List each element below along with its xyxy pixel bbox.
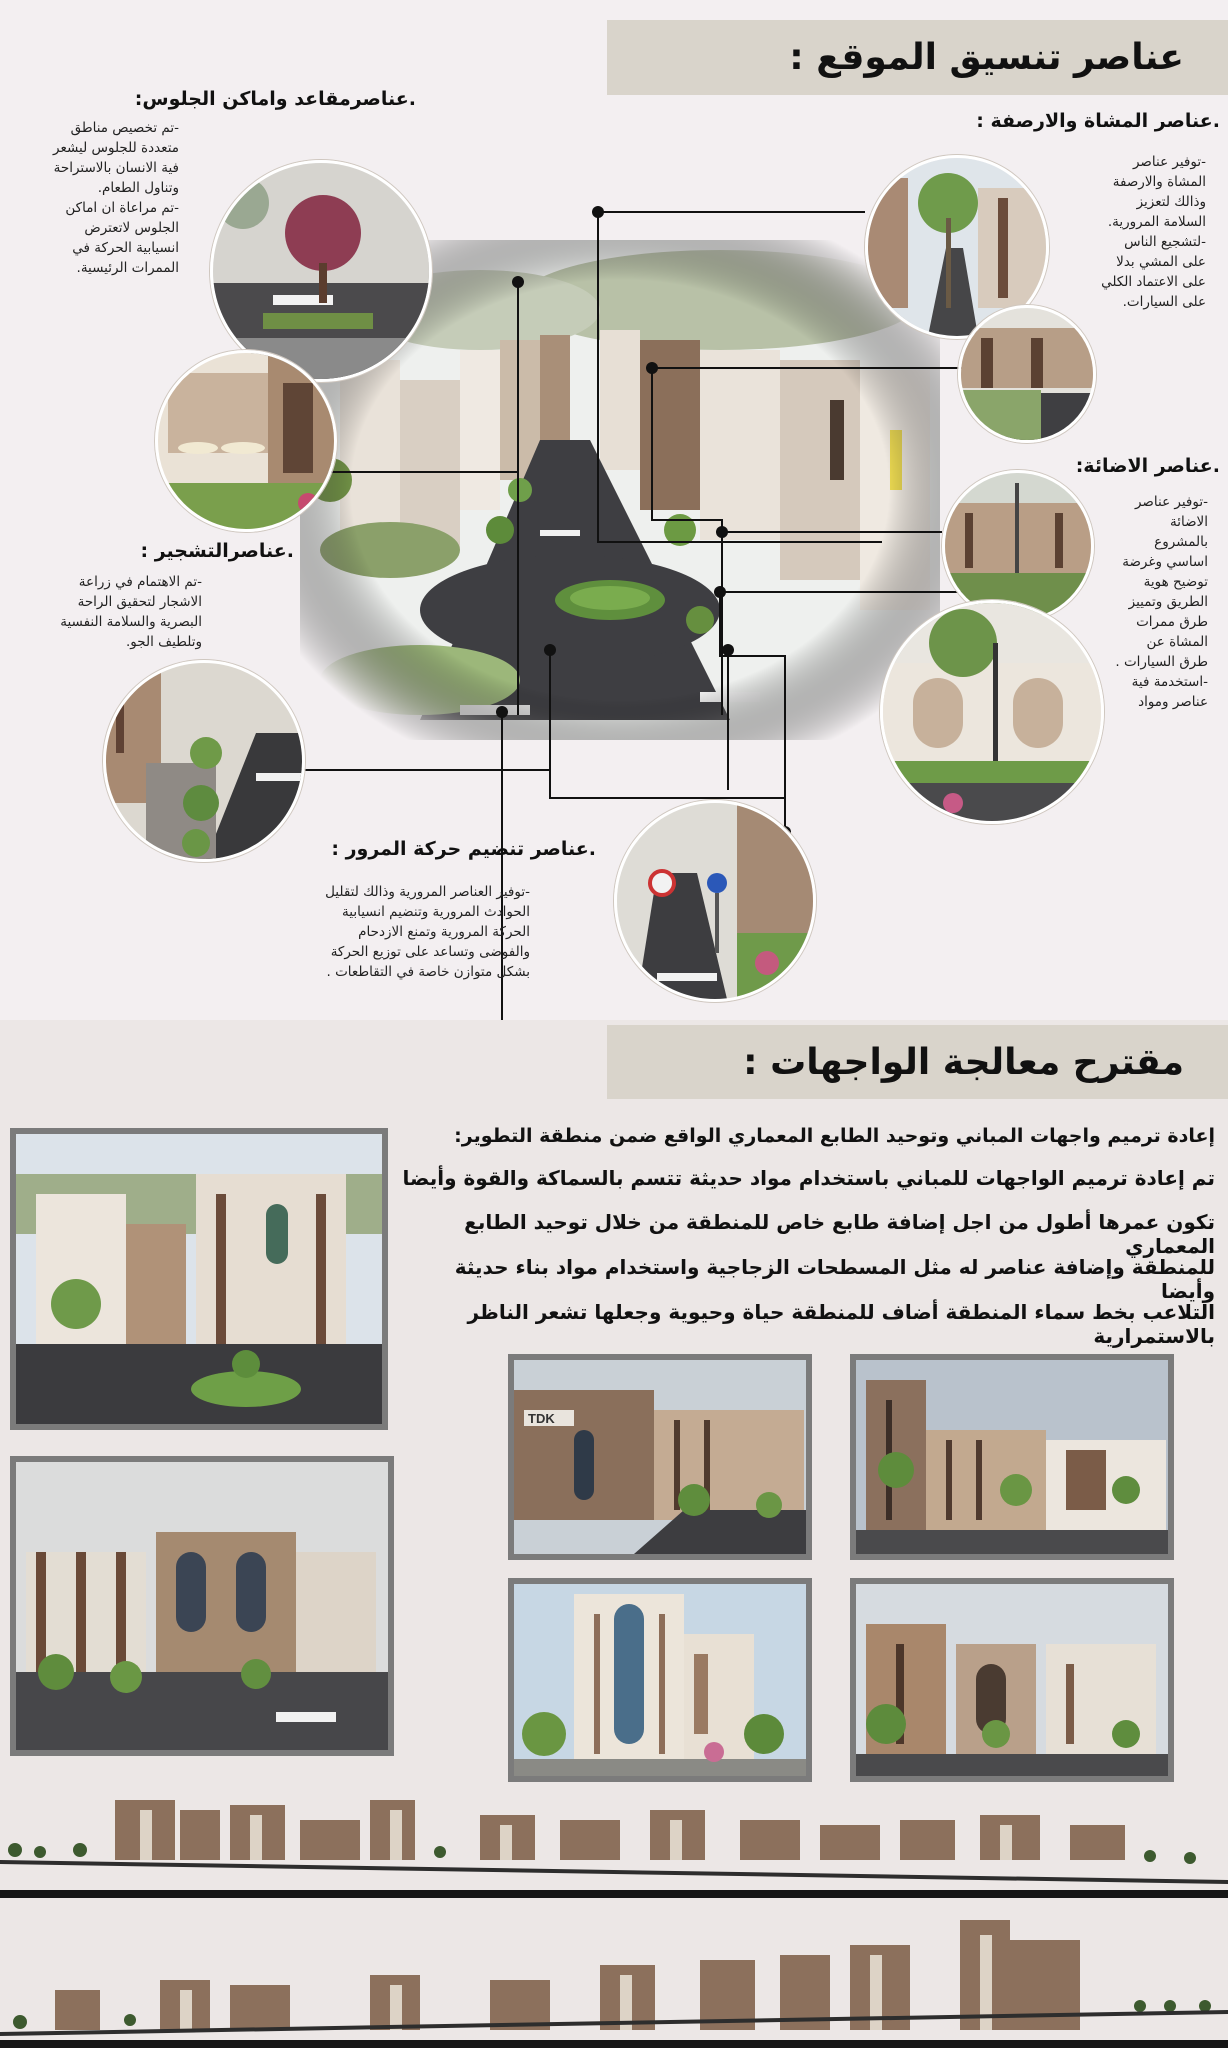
seating-text: -تم تخصيص مناطق متعددة للجلوس ليشعر فية الانسان بالاستراحة وتناول الطعام. -تم مراعاة ان اماكن الجلوس لاتعترض انسيابية الحركة في الممرات الرئيسية. <box>53 120 179 276</box>
section1-title: عناصر تنسيق الموقع : <box>789 37 1184 78</box>
facade-photo-roundabout <box>10 1128 388 1430</box>
facade-lead: إعادة ترميم واجهات المباني وتوحيد الطابع المعماري الواقع ضمن منطقة التطوير: <box>454 1125 1215 1147</box>
facade-line-2: تكون عمرها أطول من اجل إضافة طابع خاص للمنطقة من خلال توحيد الطابع المعماري <box>464 1210 1215 1258</box>
skyline-elevation-top <box>0 1780 1228 1900</box>
facade-photo-tdk <box>508 1354 812 1560</box>
facade-line-4: التلاعب بخط سماء المنطقة أضاف للمنطقة حياة وحيوية وجعلها تشعر الناظر بالاستمرارية <box>467 1300 1215 1348</box>
section2-title-banner <box>607 1025 1228 1099</box>
trees-heading: .عناصرالتشجير : <box>140 540 294 562</box>
lighting-photo-top <box>942 470 1094 622</box>
seating-heading: .عناصرمقاعد واماكن الجلوس: <box>134 88 416 110</box>
seating-photo-top <box>210 160 432 382</box>
traffic-photo <box>614 800 816 1002</box>
facade-photo-gateway <box>850 1578 1174 1782</box>
tdk-sign: TDK <box>528 1411 555 1426</box>
traffic-heading: .عناصر تنضيم حركة المرور : <box>331 838 596 860</box>
pedestrian-photo-bottom <box>958 305 1096 443</box>
skyline-elevation-bottom <box>0 1910 1228 2048</box>
section2-title: مقترح معالجة الواجهات : <box>743 1041 1184 1083</box>
facade-line-1: تم إعادة ترميم الواجهات للمباني باستخدام مواد حديثة تتسم بالسماكة والقوة وأيضا <box>402 1166 1215 1190</box>
lighting-photo-bottom <box>880 600 1104 824</box>
lighting-text: -توفير عناصر الاضائة بالمشروع اساسي وغرضة توضيح هوية الطريق وتمييز طرق ممرات المشاة عن طرق السيارات . -استخدمة فية عناصر ومواد <box>1115 494 1208 710</box>
facade-line-3: للمنطقة وإضافة عناصر له مثل المسطحات الزجاجية واستخدام مواد بناء حديثة وأيضا <box>454 1255 1215 1303</box>
facade-photo-tower <box>508 1578 812 1782</box>
seating-photo-cafe <box>155 350 337 532</box>
facade-photo-street <box>10 1456 394 1756</box>
pedestrian-text: -توفير عناصر المشاة والارصفة وذالك لتعزيز السلامة المرورية. -لتشجيع الناس على المشي بدلا على الاعتماد الكلي على السيارات. <box>1101 154 1206 310</box>
lighting-heading: .عناصر الاضائة: <box>1075 455 1220 477</box>
facade-photo-corner <box>850 1354 1174 1560</box>
trees-photo <box>103 660 305 862</box>
trees-text: -تم الاهتمام في زراعة الاشجار لتحقيق الراحة البصرية والسلامة النفسية وتلطيف الجو. <box>60 574 202 650</box>
pedestrian-heading: .عناصر المشاة والارصفة : <box>976 110 1220 132</box>
traffic-text: -توفير العناصر المرورية وذالك لتقليل الحوادث المرورية وتنضيم انسيابية الحركة المرورية وتمنع الازدحام والفوضى وتساعد على توزيع الحركة بشكل متوازن خاصة في التقاطعات . <box>325 884 530 980</box>
